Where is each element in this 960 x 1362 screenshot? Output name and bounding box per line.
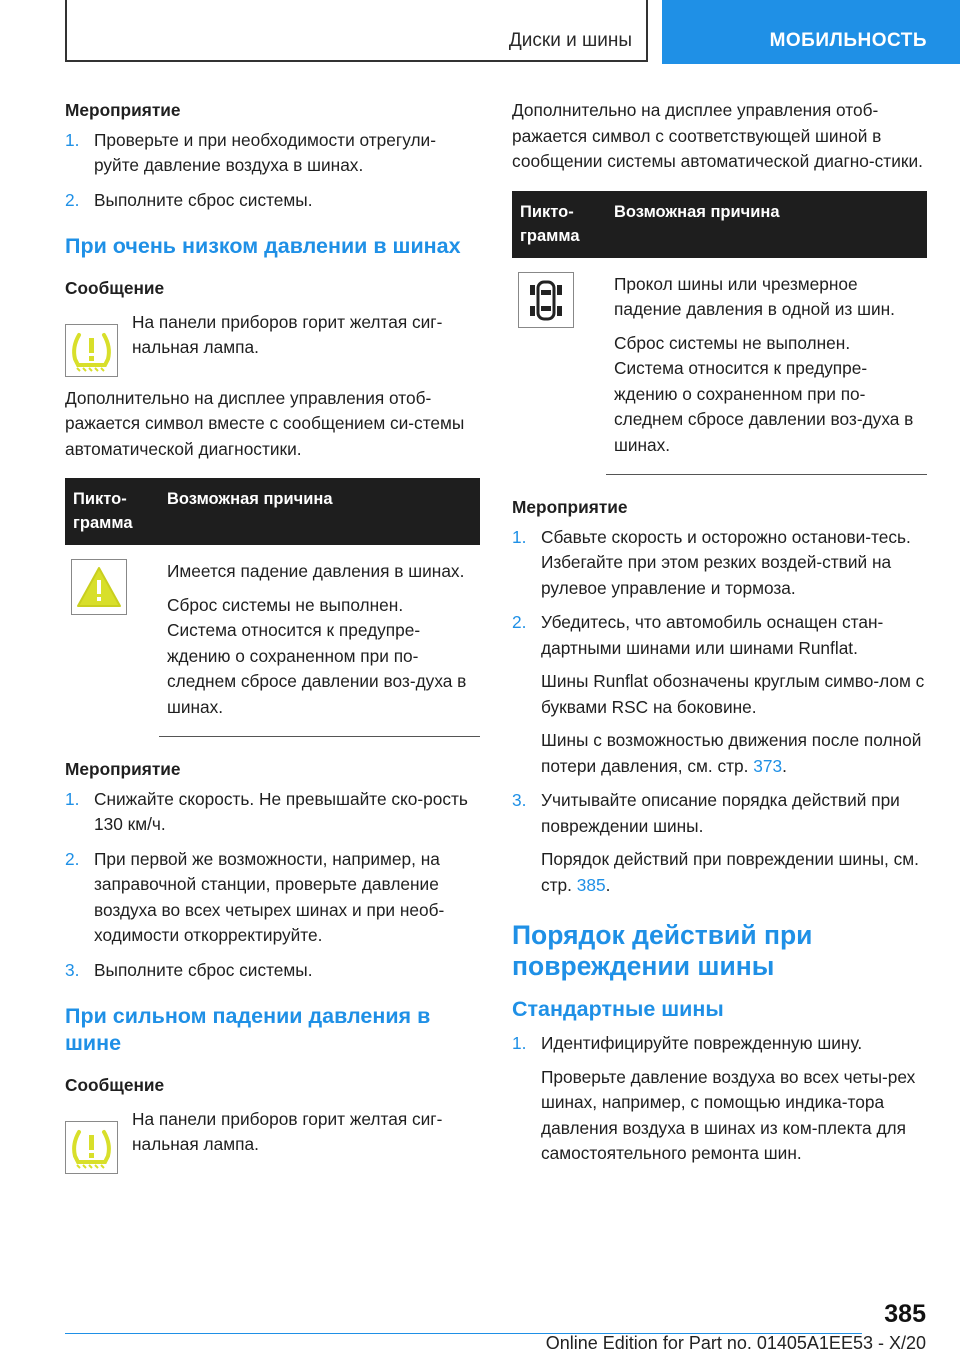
step-text: Убедитесь, что автомобиль оснащен стан-дартными шинами или шинами Runflat. <box>541 612 884 658</box>
cause-cell <box>606 258 927 475</box>
step-text: Сбавьте скорость и осторожно останови-тесь. Избегайте при этом резких воздей-ствий на рулевое управление и тормоза. <box>541 526 911 598</box>
step-number: 1. <box>65 788 80 809</box>
cause-text: Прокол шины или чрезмерное падение давления в одной из шин. <box>614 273 895 319</box>
steps-list <box>512 525 927 899</box>
table-header-cause: Возможная причина <box>606 191 927 258</box>
page-number: 385 <box>884 1300 926 1328</box>
step-note: Шины Runflat обозначены круглым симво-лом с буквами RSC на боковине. <box>541 671 925 717</box>
action-title: Мероприятие <box>65 100 181 120</box>
action-title: Мероприятие <box>512 497 628 517</box>
list-item <box>65 958 480 984</box>
table-header-cause: Возможная причина <box>159 478 480 545</box>
table-header-row <box>512 191 927 258</box>
list-item <box>512 525 927 602</box>
left-column <box>65 98 480 1183</box>
chapter-heading: Порядок действий при повреждении шины <box>512 920 813 981</box>
paragraph: Дополнительно на дисплее управления отоб-ражается символ с соответствующей шиной в сообщении системы автоматической диагно-стики. <box>512 100 923 171</box>
steps-list <box>65 787 480 984</box>
cause-table <box>512 191 927 476</box>
note-text: Шины с возможностью движения после полной потери давления, см. стр. <box>541 730 922 776</box>
table-header-row <box>65 478 480 545</box>
step-number: 3. <box>512 790 527 810</box>
note-suffix: . <box>782 755 787 776</box>
section-heading: При очень низком давлении в шинах <box>65 234 461 258</box>
steps-list <box>65 128 480 214</box>
step-number: 2. <box>65 189 80 210</box>
step-note: Проверьте давление воздуха во всех четы-рех шинах, например, с помощью индика-тора давления воздуха в шинах из ком-плекта для самостоятельного ремонта шин. <box>541 1066 916 1163</box>
page-link[interactable]: 385 <box>576 874 606 895</box>
chapter-tab <box>662 0 960 64</box>
warning-triangle-icon <box>71 559 127 615</box>
table-row <box>512 258 927 475</box>
step-note <box>541 847 927 898</box>
paragraph: Дополнительно на дисплее управления отоб-ражается символ вместе с сообщением си-стемы автоматической диагностики. <box>65 387 465 459</box>
step-note <box>541 728 927 779</box>
cause-cell <box>159 545 480 737</box>
step-text: Проверьте и при необходимости отрегули-руйте давление воздуха в шинах. <box>94 129 436 175</box>
steps-list <box>512 1031 927 1167</box>
message-block <box>65 1107 480 1169</box>
section-heading: При сильном падении давления в шине <box>65 1004 431 1055</box>
table-row <box>65 545 480 737</box>
pictogram-cell <box>512 258 606 475</box>
action-title: Мероприятие <box>65 759 181 779</box>
note-text: Порядок действий при повреждении шины, см. стр. <box>541 849 919 895</box>
step-number: 3. <box>65 959 80 980</box>
list-item <box>512 788 927 898</box>
list-item <box>65 847 480 949</box>
step-number: 2. <box>65 848 80 869</box>
step-text: Выполните сброс системы. <box>94 189 313 210</box>
step-text: Идентифицируйте поврежденную шину. <box>541 1033 863 1053</box>
step-text: Учитывайте описание порядка действий при повреждении шины. <box>541 790 900 836</box>
note-suffix: . <box>605 874 611 895</box>
list-item <box>512 610 927 779</box>
message-text: На панели приборов горит желтая сиг-нальная лампа. <box>132 311 443 357</box>
message-title: Сообщение <box>65 1075 165 1095</box>
cause-table <box>65 478 480 737</box>
step-number: 2. <box>512 612 527 632</box>
step-text: Выполните сброс системы. <box>94 959 313 980</box>
step-number: 1. <box>512 1033 527 1053</box>
tire-pressure-warning-icon <box>65 324 118 377</box>
table-header-pictogram: Пикто-грамма <box>65 478 159 545</box>
car-tire-position-icon <box>518 272 574 328</box>
cause-text: Имеется падение давления в шинах. <box>167 561 465 581</box>
footer-edition: Online Edition for Part no. 01405A1EE53 - X/20 <box>545 1333 926 1353</box>
page-header <box>65 0 960 66</box>
list-item <box>65 128 480 179</box>
message-title: Сообщение <box>65 278 165 298</box>
cause-text: Сброс системы не выполнен. Система относится к предупре-ждению о сохраненном при по-следнем сбросе давлении воз-духа в шинах. <box>614 332 914 455</box>
step-number: 1. <box>65 129 80 150</box>
pictogram-cell <box>65 545 159 737</box>
step-text: Снижайте скорость. Не превышайте ско-рость 130 км/ч. <box>94 788 468 834</box>
section-heading: Стандартные шины <box>512 997 724 1021</box>
list-item <box>65 787 480 838</box>
message-text: На панели приборов горит желтая сиг-нальная лампа. <box>132 1108 443 1154</box>
list-item <box>512 1031 927 1167</box>
table-header-pictogram: Пикто-грамма <box>512 191 606 258</box>
list-item <box>65 188 480 214</box>
message-block <box>65 310 480 372</box>
section-title: Диски и шины <box>508 30 632 51</box>
right-column <box>512 98 927 1176</box>
cause-text: Сброс системы не выполнен. Система относится к предупре-ждению о сохраненном при по-следнем сбросе давлении воз-духа в шинах. <box>167 594 467 717</box>
step-number: 1. <box>512 526 527 547</box>
step-text: При первой же возможности, например, на заправочной станции, проверьте давление воздуха во всех четырех шинах и при необ-ходимости откорректируйте. <box>94 848 445 945</box>
page-link[interactable]: 373 <box>753 755 783 776</box>
section-tab <box>65 0 648 62</box>
chapter-title: МОБИЛЬНОСТЬ <box>769 30 927 51</box>
tire-pressure-warning-icon <box>65 1121 118 1174</box>
